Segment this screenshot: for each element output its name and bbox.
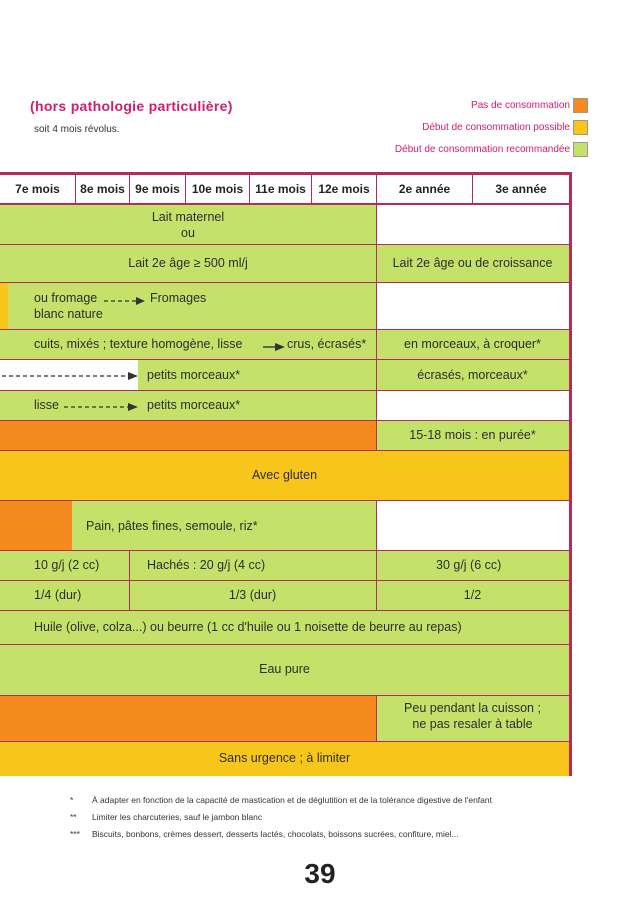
table-row-sel [0,696,569,742]
table-header [0,175,569,205]
table-row-viande-quantite [0,551,569,581]
row-text: Hachés : 20 g/j (4 cc) [147,558,266,572]
row-text: petits morceaux* [147,368,241,382]
footnote-2 [70,812,262,822]
dashed-arrow-icon [2,371,142,381]
header-cell-11m: 11e mois [249,175,311,203]
legend-swatch-orange [573,98,588,113]
row-text: Pain, pâtes fines, semoule, riz* [86,519,258,533]
row-text: Fromages [150,291,207,305]
table-row-oeuf [0,581,569,611]
legend-swatch-yellow [573,120,588,135]
page-number: 39 [304,858,336,889]
row-text: 1/3 (dur) [228,588,277,602]
row-text: blanc nature [34,307,103,321]
row-text: Peu pendant la cuisson ; [404,701,541,715]
header-cell-2y: 2e année [376,175,472,203]
header-cell-10m: 10e mois [185,175,249,203]
row-text: 1/2 [463,588,482,602]
dashed-arrow-icon [104,296,146,306]
row-text: crus, écrasés* [287,337,367,351]
row-text: Sans urgence ; à limiter [218,751,351,765]
header-cell-9m: 9e mois [129,175,185,203]
legend-label: Début de consommation possible [422,122,570,133]
legend-item-recommended [395,144,570,155]
table-row-pain [0,501,569,551]
row-text: Avec gluten [251,468,318,482]
row-text: Eau pure [259,662,310,676]
legend-item-possible [422,122,570,133]
row-text: Huile (olive, colza...) ou beurre (1 cc d'huile ou 1 noisette de beurre au repas) [34,620,462,634]
row-text: ne pas resaler à table [412,717,533,731]
row-text: 30 g/j (6 cc) [436,558,502,572]
footnote-text: À adapter en fonction de la capacité de mastication et de déglutition et de la tolérance digestive de l'enfant [92,795,492,805]
footnote-mark: * [70,795,74,805]
table-row-viandes [0,360,569,391]
table-row-legumineuses [0,421,569,451]
footnote-3 [70,829,459,839]
empty-cell [376,501,569,550]
legend-swatch-green [573,142,588,157]
dashed-arrow-icon [64,402,142,412]
header-cell-12m: 12e mois [311,175,376,203]
row-text: Lait 2e âge ou de croissance [392,256,553,270]
row-text: ou fromage [34,291,98,305]
table-row-sucre [0,742,569,776]
empty-cell [376,391,569,420]
page-subtitle: (hors pathologie particulière) [30,98,233,114]
table-row-fruits [0,391,569,421]
row-text: 10 g/j (2 cc) [34,558,100,572]
table-row-lait-2age [0,245,569,283]
row-text: ou [181,226,195,240]
row-text: Lait maternel [151,210,225,224]
footnote-mark: ** [70,812,77,822]
row-text: 1/4 (dur) [34,588,82,602]
table-row-fromage [0,283,569,330]
legend-item-no-consumption [471,100,570,111]
footnote-1 [70,795,492,805]
table-row-lait-maternel [0,205,569,245]
table-row-eau [0,645,569,696]
row-text: 15-18 mois : en purée* [409,428,536,442]
empty-cell [376,205,569,244]
footnote-text: Biscuits, bonbons, crèmes dessert, desserts lactés, chocolats, boissons sucrées, confiture, miel... [92,829,459,839]
row-text: petits morceaux* [147,398,241,412]
row-text: lisse [34,398,60,412]
arrow-right-icon [263,342,287,352]
header-cell-3y: 3e année [472,175,569,203]
header-cell-7m: 7e mois [15,182,60,196]
table-row-matieres-grasses [0,611,569,645]
row-text: cuits, mixés ; texture homogène, lisse [34,337,243,351]
empty-cell [376,283,569,329]
row-text: Lait 2e âge ≥ 500 ml/j [128,256,248,270]
note-text: soit 4 mois révolus. [34,124,120,135]
footnote-text: Limiter les charcuteries, sauf le jambon blanc [92,812,263,822]
row-text: en morceaux, à croquer* [404,337,541,351]
table-row-gluten [0,451,569,501]
legend-label: Pas de consommation [471,100,570,111]
row-text: écrasés, morceaux* [417,368,528,382]
table-row-legumes [0,330,569,360]
legend-label: Début de consommation recommandée [394,144,570,155]
header-cell-8m: 8e mois [75,175,129,203]
footnote-mark: *** [70,829,80,839]
